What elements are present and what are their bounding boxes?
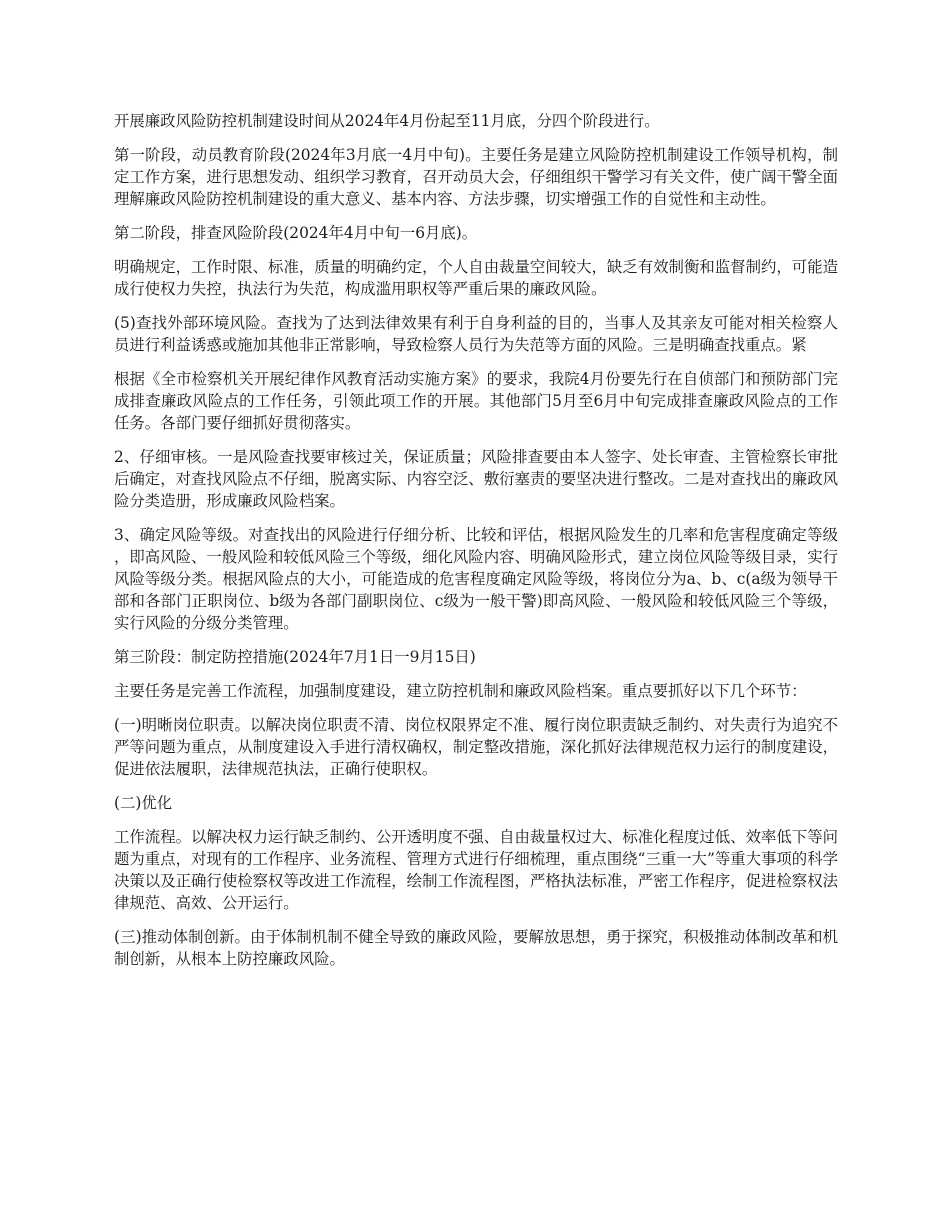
paragraph-1: 开展廉政风险防控机制建设时间从2024年4月份起至11月底，分四个阶段进行。 [114,112,660,130]
paragraph-13: 工作流程。以解决权力运行缺乏制约、公开透明度不强、自由裁量权过大、标准化程度过低、效率低下等问题为重点，对现有的工作程序、业务流程、管理方式进行仔细梳理，重点围绕“三重一大”等重大事项的科学决策以及正确行使检察权等改进工作流程，绘制工作流程图，严格执法标准，严密工作程序，促进检察权法律规范、高效、公开运行。 [114,828,838,912]
paragraph-2: 第一阶段，动员教育阶段(2024年3月底一4月中旬)。主要任务是建立风险防控机制建设工作领导机构，制定工作方案，进行思想发动、组织学习教育，召开动员大会，仔细组织干警学习有关文件，使广阔干警全面理解廉政风险防控机制建设的重大意义、基本内容、方法步骤，切实增强工作的自觉性和主动性。 [114,146,838,208]
paragraph-6: 根据《全市检察机关开展纪律作风教育活动实施方案》的要求，我院4月份要先行在自侦部门和预防部门完成排查廉政风险点的工作任务，引领此项工作的开展。其他部门5月至6月中旬完成排查廉政风险点的工作任务。各部门要仔细抓好贯彻落实。 [114,370,838,432]
paragraph-3: 第二阶段，排查风险阶段(2024年4月中旬一6月底)。 [114,224,478,242]
paragraph-7: 2、仔细审核。一是风险查找要审核过关，保证质量；风险排查要由本人签字、处长审查、主管检察长审批后确定，对查找风险点不仔细，脱离实际、内容空泛、敷衍塞责的要坚决进行整改。二是对查找出的廉政风险分类造册，形成廉政风险档案。 [114,448,838,510]
paragraph-5: (5)查找外部环境风险。查找为了达到法律效果有利于自身利益的目的，当事人及其亲友可能对相关检察人员进行利益诱惑或施加其他非正常影响，导致检察人员行为失范等方面的风险。三是明确查找重点。紧 [114,314,838,354]
paragraph-11: (一)明晰岗位职责。以解决岗位职责不清、岗位权限界定不准、履行岗位职责缺乏制约、对失责行为追究不严等问题为重点，从制度建设入手进行清权确权，制定整改措施，深化抓好法律规范权力运行的制度建设，促进依法履职，法律规范执法，正确行使职权。 [114,716,838,778]
paragraph-4: 明确规定，工作时限、标准，质量的明确约定，个人自由裁量空间较大，缺乏有效制衡和监督制约，可能造成行使权力失控，执法行为失范，构成滥用职权等严重后果的廉政风险。 [114,258,838,298]
paragraph-14: (三)推动体制创新。由于体制机制不健全导致的廉政风险，要解放思想，勇于探究，积极推动体制改革和机制创新，从根本上防控廉政风险。 [114,928,838,968]
paragraph-9: 第三阶段：制定防控措施(2024年7月1日一9月15日) [114,648,476,666]
document-body [114,110,838,982]
paragraph-12: (二)优化 [114,794,173,812]
paragraph-8: 3、确定风险等级。对查找出的风险进行仔细分析、比较和评估，根据风险发生的几率和危害程度确定等级，即高风险、一般风险和较低风险三个等级，细化风险内容、明确风险形式，建立岗位风险等级目录，实行风险等级分类。根据风险点的大小，可能造成的危害程度确定风险等级，将岗位分为a、b、c(a级为领导干部和各部门正职岗位、b级为各部门副职岗位、c级为一般干警)即高风险、一般风险和较低风险三个等级，实行风险的分级分类管理。 [114,526,838,632]
paragraph-10: 主要任务是完善工作流程，加强制度建设，建立防控机制和廉政风险档案。重点要抓好以下几个环节： [114,682,807,700]
